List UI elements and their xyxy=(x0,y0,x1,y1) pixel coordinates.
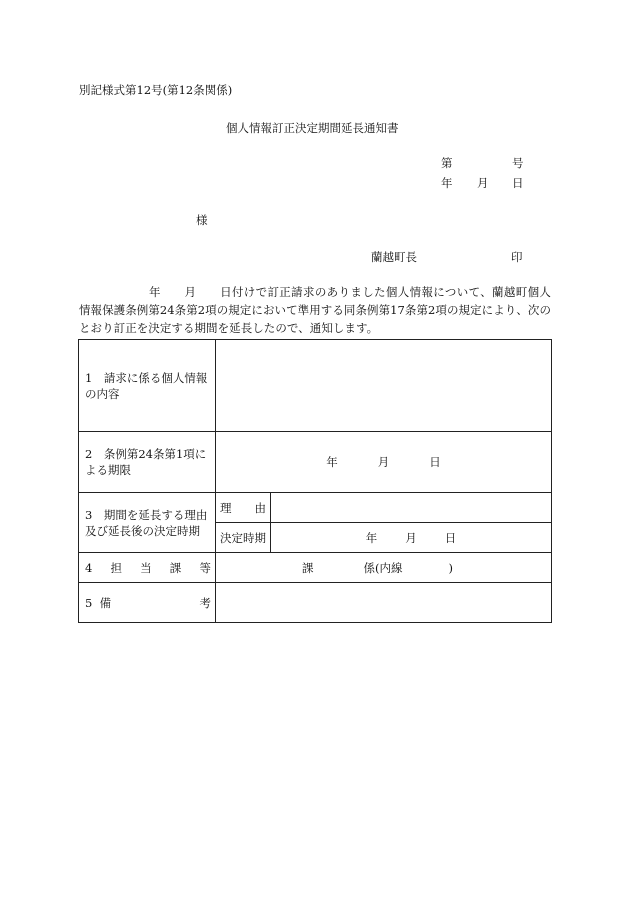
day-label: 日 xyxy=(444,530,457,545)
recipient-honorific: 様 xyxy=(196,213,208,227)
extension-label xyxy=(79,493,216,553)
table-row xyxy=(79,493,552,523)
sender-name: 蘭越町長 xyxy=(371,250,417,264)
dept-label: 課 xyxy=(302,560,314,575)
contact-field[interactable] xyxy=(216,553,552,583)
table-row xyxy=(79,340,552,432)
label-char: 等 xyxy=(199,560,211,575)
details-table xyxy=(78,339,552,623)
form-number: 別記様式第12号(第12条関係) xyxy=(79,83,233,97)
request-content-field[interactable] xyxy=(216,340,552,432)
label-char: 担 xyxy=(110,560,122,575)
label-char: 課 xyxy=(169,560,182,575)
reason-field[interactable] xyxy=(271,493,552,523)
date-day-label: 日 xyxy=(512,176,524,190)
row-number: 4 xyxy=(85,560,93,575)
table-row xyxy=(79,432,552,493)
month-label: 月 xyxy=(377,455,390,469)
doc-number-prefix: 第 xyxy=(441,156,453,170)
day-label: 日 xyxy=(429,455,441,469)
label-char: 備 xyxy=(99,595,112,610)
label-char: 当 xyxy=(140,560,152,575)
deadline-label xyxy=(79,432,216,493)
table-row xyxy=(79,583,552,623)
row-label: 3 期間を延長する理由及び延長後の決定時期 xyxy=(85,507,208,538)
seal-mark: 印 xyxy=(511,250,523,264)
contact-label xyxy=(79,553,216,583)
timing-label: 決定時期 xyxy=(216,523,271,553)
doc-number-suffix: 号 xyxy=(512,156,524,170)
timing-date-field[interactable] xyxy=(271,523,552,553)
deadline-date-field[interactable] xyxy=(216,432,552,493)
remarks-label xyxy=(79,583,216,623)
row-label: 1 請求に係る個人情報の内容 xyxy=(85,370,208,401)
label-char: 考 xyxy=(199,595,211,610)
year-label: 年 xyxy=(365,530,378,545)
year-label: 年 xyxy=(326,455,338,469)
notice-paragraph: 年 月 日付けで訂正請求のありました個人情報について、蘭越町個人情報保護条例第24条第2項の規定において準用する同条例第17条第2項の規定により、次のとおり訂正を決定する期間を延長したので、通知します。 xyxy=(79,285,551,335)
request-content-label xyxy=(79,340,216,432)
table-row xyxy=(79,553,552,583)
close-paren: ) xyxy=(448,560,453,575)
month-label: 月 xyxy=(405,530,417,545)
document-title: 個人情報訂正決定期間延長通知書 xyxy=(226,121,399,135)
row-number: 5 xyxy=(85,595,93,610)
remarks-field[interactable] xyxy=(216,583,552,623)
row-label: 2 条例第24条第1項による期限 xyxy=(85,447,207,477)
date-month-label: 月 xyxy=(477,176,489,190)
section-label: 係(内線 xyxy=(363,560,403,575)
reason-label: 理 由 xyxy=(216,493,271,523)
date-year-label: 年 xyxy=(441,176,453,190)
